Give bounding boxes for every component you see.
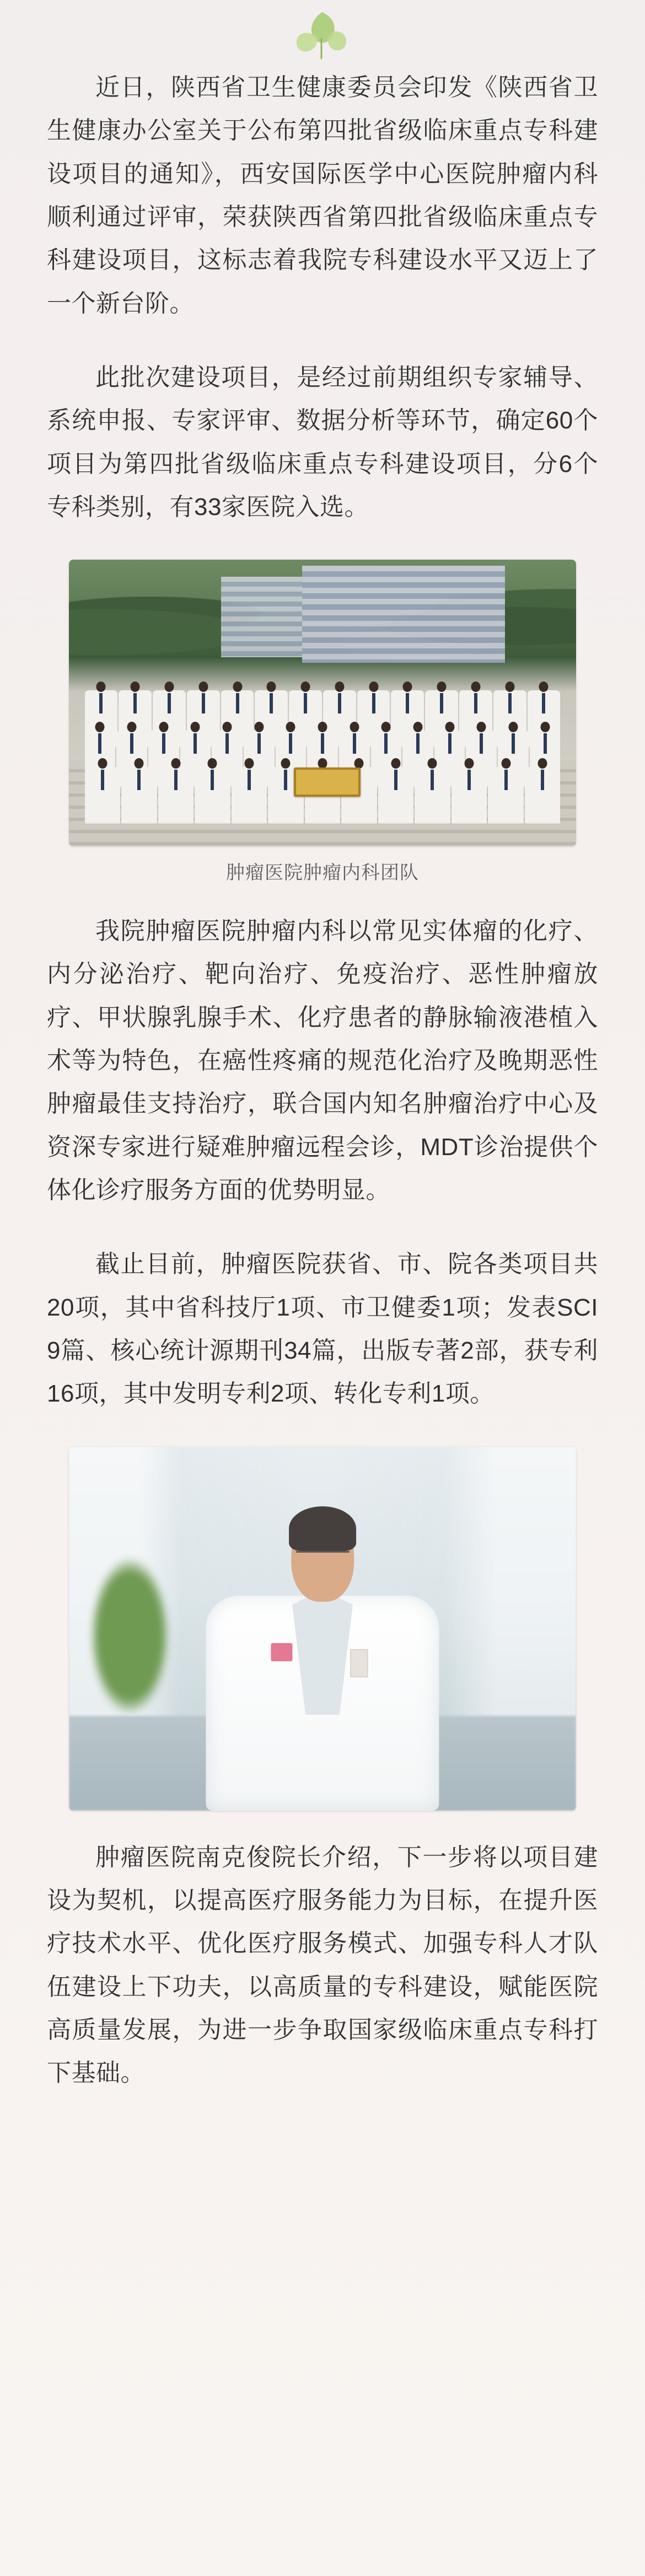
paragraph-3: 我院肿瘤医院肿瘤内科以常见实体瘤的化疗、内分泌治疗、靶向治疗、免疫治疗、恶性肿瘤放疗、甲状腺乳腺手术、化疗患者的静脉输液港植入术等为特色，在癌性疼痛的规范化治疗及晚期恶性肿瘤最佳支持治疗，联合国内知名肿瘤治疗中心及资深专家进行疑难肿瘤远程会诊，MDT诊治提供个体化诊疗服务方面的优势明显。 bbox=[47, 917, 598, 1204]
photo-people-rows bbox=[84, 657, 561, 824]
portrait-hospital-logo bbox=[271, 1643, 292, 1661]
team-photo-image bbox=[69, 560, 576, 846]
photo-building-right bbox=[302, 566, 505, 663]
portrait-name-badge bbox=[351, 1649, 368, 1677]
paragraph-1: 近日，陕西省卫生健康委员会印发《陕西省卫生健康办公室关于公布第四批省级临床重点专科建设项目的通知》，西安国际医学中心医院肿瘤内科顺利通过评审，荣获陕西省第四批省级临床重点专科建设项目，这标志着我院专科建设水平又迈上了一个新台阶。 bbox=[47, 74, 598, 317]
team-photo-caption: 肿瘤医院肿瘤内科团队 bbox=[226, 862, 419, 884]
photo-building-left bbox=[221, 577, 302, 657]
figure-team-photo bbox=[47, 560, 598, 884]
paragraph-4: 截止目前，肿瘤医院获省、市、院各类项目共20项，其中省科技厅1项、市卫健委1项；发表SCI 9篇、核心统计源期刊34篇，出版专著2部，获专利16项，其中发明专利2项、转化专利1项。 bbox=[47, 1251, 598, 1408]
glasses-icon bbox=[295, 1551, 349, 1568]
portrait-hair bbox=[289, 1506, 357, 1551]
article-body bbox=[47, 0, 598, 2095]
paragraph-5: 肿瘤医院南克俊院长介绍，下一步将以项目建设为契机，以提高医疗服务能力为目标，在提升医疗技术水平、优化医疗服务模式、加强专科人才队伍建设上下功夫，以高质量的专科建设，赋能医院高质量发展，为进一步争取国家级临床重点专科打下基础。 bbox=[47, 1843, 598, 2087]
paragraph-2: 此批次建设项目，是经过前期组织专家辅导、系统申报、专家评审、数据分析等环节，确定60个项目为第四批省级临床重点专科建设项目，分6个专科类别，有33家医院入选。 bbox=[47, 363, 598, 520]
figure-director-portrait bbox=[47, 1447, 598, 1811]
portrait-person bbox=[206, 1512, 439, 1810]
director-portrait-image bbox=[69, 1447, 576, 1811]
award-plaque bbox=[294, 768, 360, 797]
portrait-plant-blur bbox=[89, 1556, 170, 1716]
